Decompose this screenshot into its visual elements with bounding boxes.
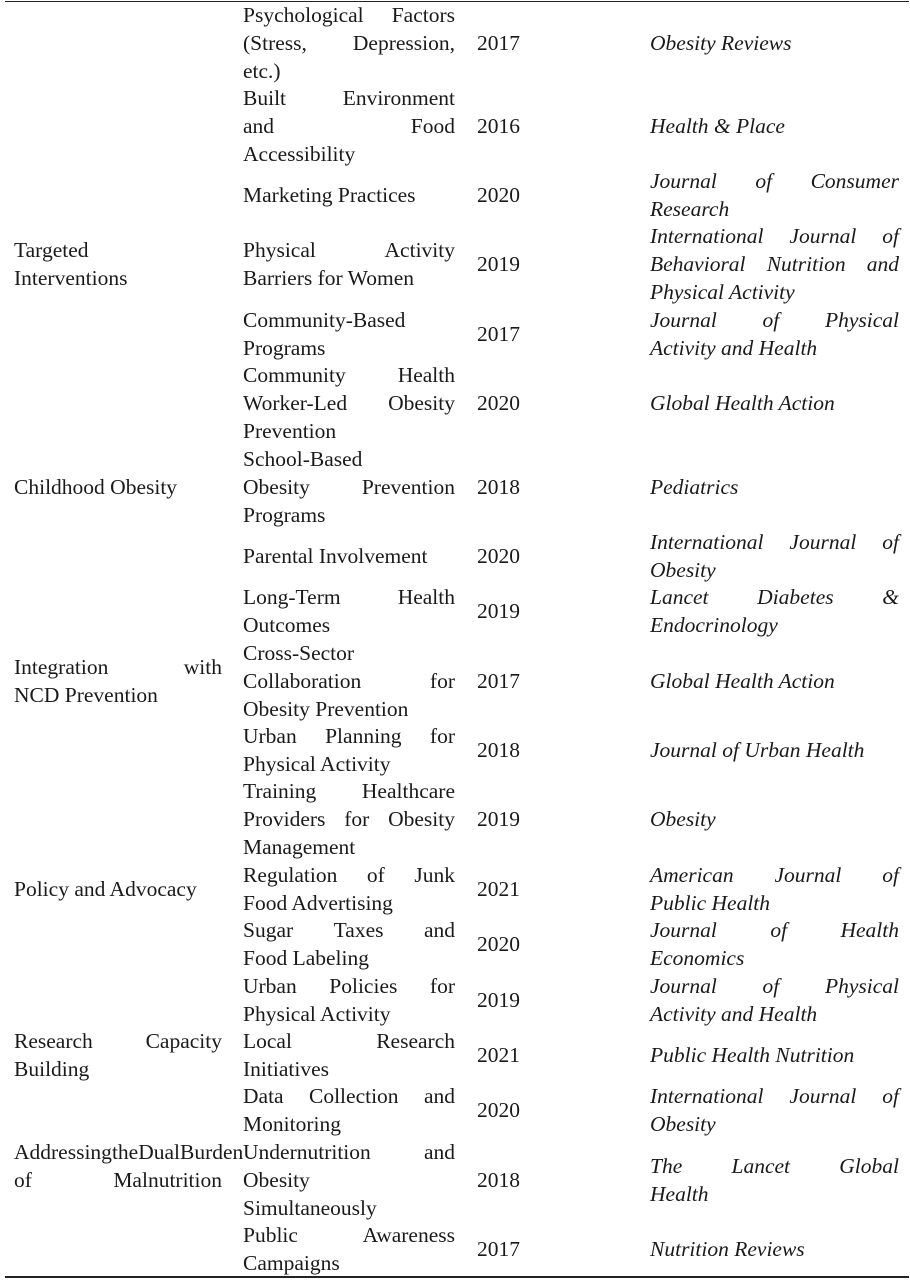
topic-cell: Research Capacity Building bbox=[14, 1029, 222, 1081]
year-cell: 2021 bbox=[477, 1043, 520, 1068]
journal-cell: Journal of Urban Health bbox=[650, 738, 865, 763]
journal-cell: International Journal of Behavioral Nutrition and Physical Activity bbox=[650, 224, 899, 304]
focus-area-cell: Data Collection and Monitoring bbox=[243, 1084, 455, 1136]
focus-area-cell: Public Awareness Campaigns bbox=[243, 1223, 455, 1275]
topic-cell: Policy and Advocacy bbox=[14, 877, 197, 902]
journal-cell: Health & Place bbox=[650, 114, 785, 139]
focus-area-cell: Sugar Taxes and Food Labeling bbox=[243, 918, 455, 970]
year-cell: 2020 bbox=[477, 391, 520, 416]
year-cell: 2020 bbox=[477, 932, 520, 957]
focus-area-cell: Cross-Sector Collaboration for Obesity Prevention bbox=[243, 641, 455, 721]
focus-area-cell: Urban Planning for Physical Activity bbox=[243, 724, 455, 776]
year-cell: 2017 bbox=[477, 1237, 520, 1262]
topic-cell: Integration with NCD Prevention bbox=[14, 655, 222, 707]
focus-area-cell: Regulation of Junk Food Advertising bbox=[243, 863, 455, 915]
focus-area-cell: Psychological Factors (Stress, Depression, etc.) bbox=[243, 3, 455, 83]
journal-cell: Public Health Nutrition bbox=[650, 1043, 855, 1068]
focus-area-cell: Urban Policies for Physical Activity bbox=[243, 974, 455, 1026]
focus-area-cell: Marketing Practices bbox=[243, 183, 416, 208]
focus-area-cell: Built Environment and Food Accessibility bbox=[243, 86, 455, 166]
year-cell: 2019 bbox=[477, 599, 520, 624]
year-cell: 2020 bbox=[477, 544, 520, 569]
year-cell: 2018 bbox=[477, 738, 520, 763]
journal-cell: Nutrition Reviews bbox=[650, 1237, 805, 1262]
topic-cell: Addressing the Dual Burden of Malnutrition bbox=[14, 1140, 244, 1193]
focus-area-cell: School-Based Obesity Prevention Programs bbox=[243, 447, 455, 527]
journal-cell: Journal of Physical Activity and Health bbox=[650, 974, 899, 1026]
topic-cell: Childhood Obesity bbox=[14, 475, 178, 500]
journal-cell: Obesity Reviews bbox=[650, 31, 792, 56]
focus-area-cell: Community-Based Programs bbox=[243, 308, 406, 360]
focus-area-cell: Long-Term Health Outcomes bbox=[243, 585, 455, 637]
table-top-rule bbox=[5, 1, 909, 2]
year-cell: 2020 bbox=[477, 1098, 520, 1123]
focus-area-cell: Undernutrition and Obesity Simultaneously bbox=[243, 1140, 455, 1220]
year-cell: 2020 bbox=[477, 183, 520, 208]
journal-cell: Journal of Physical Activity and Health bbox=[650, 308, 899, 360]
journal-cell: Global Health Action bbox=[650, 669, 835, 694]
journal-cell: Journal of Health Economics bbox=[650, 918, 899, 970]
journal-cell: The Lancet Global Health bbox=[650, 1154, 899, 1206]
journal-cell: International Journal of Obesity bbox=[650, 530, 899, 582]
year-cell: 2019 bbox=[477, 988, 520, 1013]
year-cell: 2019 bbox=[477, 252, 520, 277]
journal-cell: Lancet Diabetes & Endocrinology bbox=[650, 585, 899, 637]
table-bottom-rule bbox=[5, 1276, 909, 1278]
focus-area-cell: Parental Involvement bbox=[243, 544, 428, 569]
year-cell: 2018 bbox=[477, 1168, 520, 1193]
focus-area-cell: Physical Activity Barriers for Women bbox=[243, 238, 455, 290]
journal-cell: Pediatrics bbox=[650, 475, 739, 500]
focus-area-cell: Community Health Worker-Led Obesity Prevention bbox=[243, 363, 455, 443]
journal-cell: Obesity bbox=[650, 807, 716, 832]
journal-cell: Global Health Action bbox=[650, 391, 835, 416]
journal-cell: American Journal of Public Health bbox=[650, 863, 899, 915]
journal-cell: Journal of Consumer Research bbox=[650, 169, 899, 221]
year-cell: 2018 bbox=[477, 475, 520, 500]
topic-cell: Targeted Interventions bbox=[14, 238, 128, 290]
year-cell: 2017 bbox=[477, 669, 520, 694]
year-cell: 2017 bbox=[477, 322, 520, 347]
year-cell: 2021 bbox=[477, 877, 520, 902]
focus-area-cell: Training Healthcare Providers for Obesity Management bbox=[243, 779, 455, 859]
year-cell: 2016 bbox=[477, 114, 520, 139]
year-cell: 2017 bbox=[477, 31, 520, 56]
year-cell: 2019 bbox=[477, 807, 520, 832]
journal-cell: International Journal of Obesity bbox=[650, 1084, 899, 1136]
focus-area-cell: Local Research Initiatives bbox=[243, 1029, 455, 1081]
